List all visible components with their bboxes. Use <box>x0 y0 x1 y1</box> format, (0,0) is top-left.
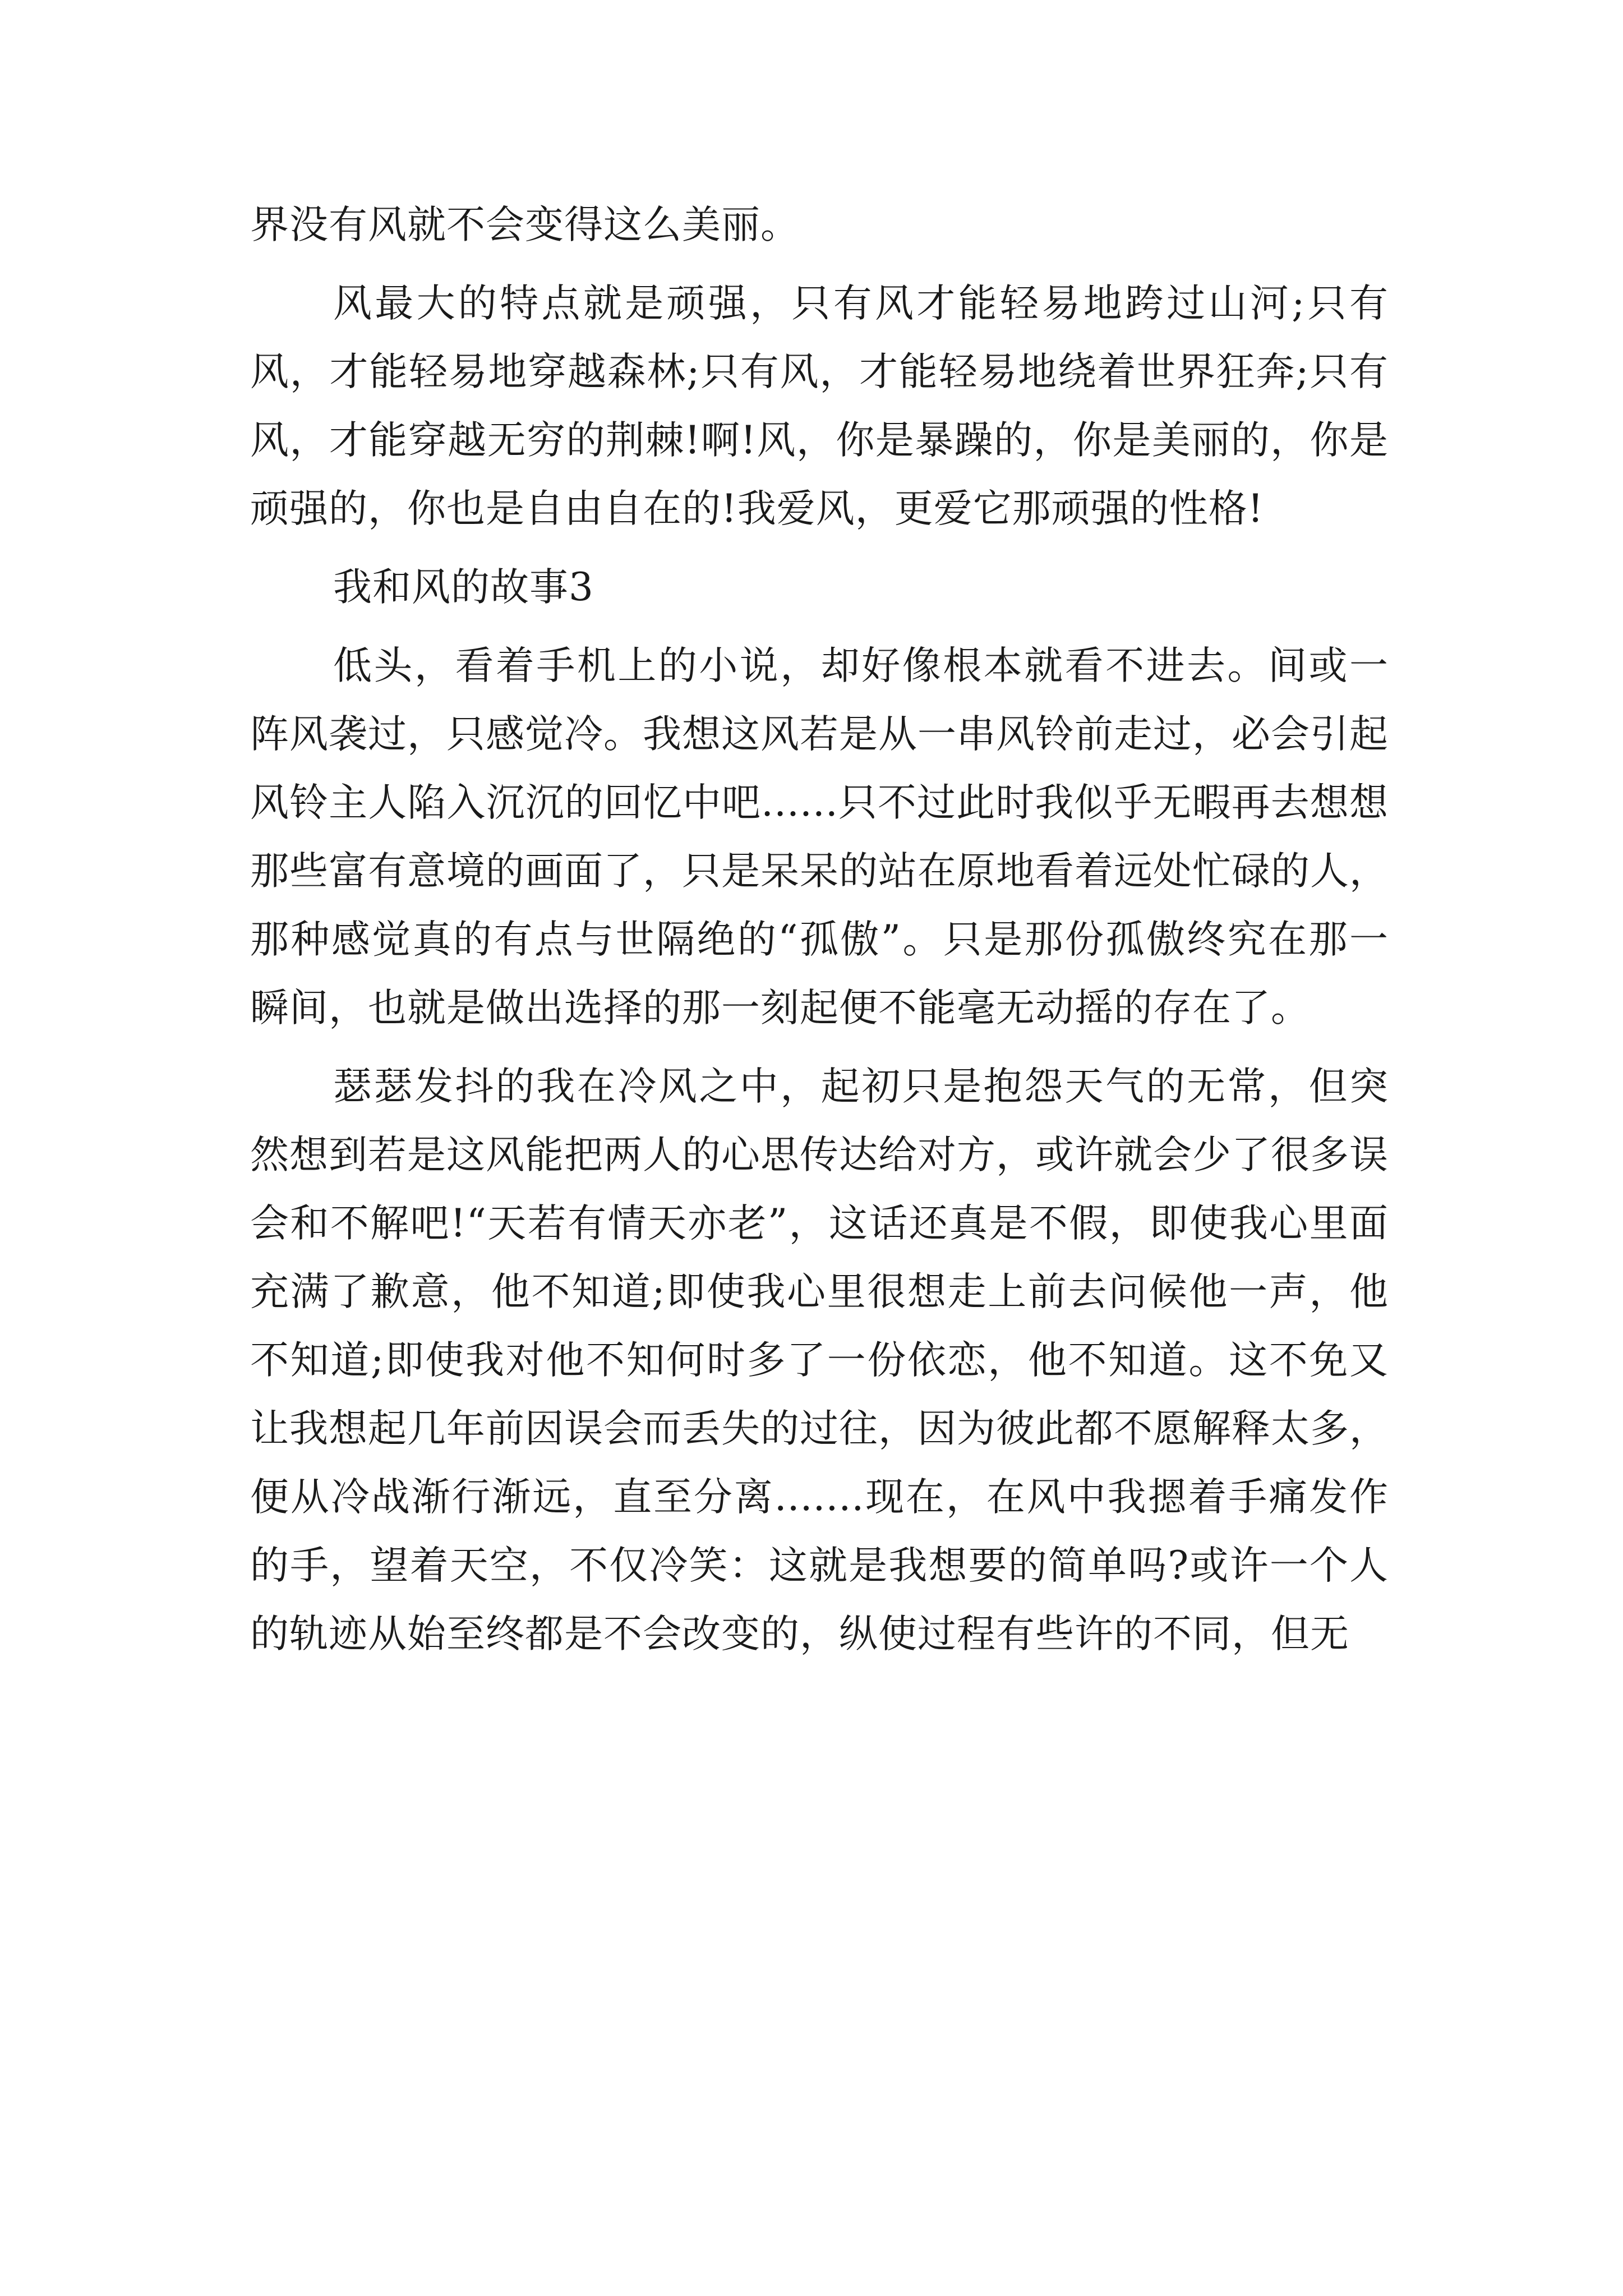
paragraph-continuation: 界没有风就不会变得这么美丽。 <box>250 203 800 247</box>
paragraph-shivering: 瑟瑟发抖的我在冷风之中，起初只是抱怨天气的无常，但突然想到若是这风能把两人的心思传达给对方，或许就会少了很多误会和不解吧!“天若有情天亦老”，这话还真是不假，即使我心里面充满了歉意，他不知道;即使我心里很想走上前去问候他一声，他不知道;即使我对他不知何时多了一份依恋，他不知道。这不免又让我想起几年前因误会而丢失的过往，因为彼此都不愿解释太多，便从冷战渐行渐远，直至分离.......现在，在风中我摁着手痛发作的手，望着天空，不仅冷笑：这就是我想要的简单吗?或许一个人的轨迹从始至终都是不会改变的，纵使过程有些许的不同，但无 <box>250 1064 1389 1657</box>
paragraph-looking-down: 低头，看着手机上的小说，却好像根本就看不进去。间或一阵风袭过，只感觉冷。我想这风若是从一串风铃前走过，必会引起风铃主人陷入沉沉的回忆中吧......只不过此时我似乎无暇再去想想那些富有意境的画面了，只是呆呆的站在原地看着远处忙碌的人，那种感觉真的有点与世隔绝的“孤傲”。只是那份孤傲终究在那一瞬间，也就是做出选择的那一刻起便不能毫无动摇的存在了。 <box>250 643 1389 1030</box>
section-heading: 我和风的故事3 <box>333 565 594 610</box>
paragraph-spacer <box>250 622 1389 632</box>
paragraph-wind-stubborn: 风最大的特点就是顽强，只有风才能轻易地跨过山河;只有风，才能轻易地穿越森林;只有风，才能轻易地绕着世界狂奔;只有风，才能穿越无穷的荆棘!啊!风，你是暴躁的，你是美丽的，你是顽强的，你也是自由自在的!我爱风，更爱它那顽强的性格! <box>250 281 1389 531</box>
paragraph-spacer <box>250 1042 1389 1052</box>
paragraph-spacer <box>250 259 1389 269</box>
document-body <box>250 191 1389 1668</box>
paragraph-spacer <box>250 543 1389 553</box>
